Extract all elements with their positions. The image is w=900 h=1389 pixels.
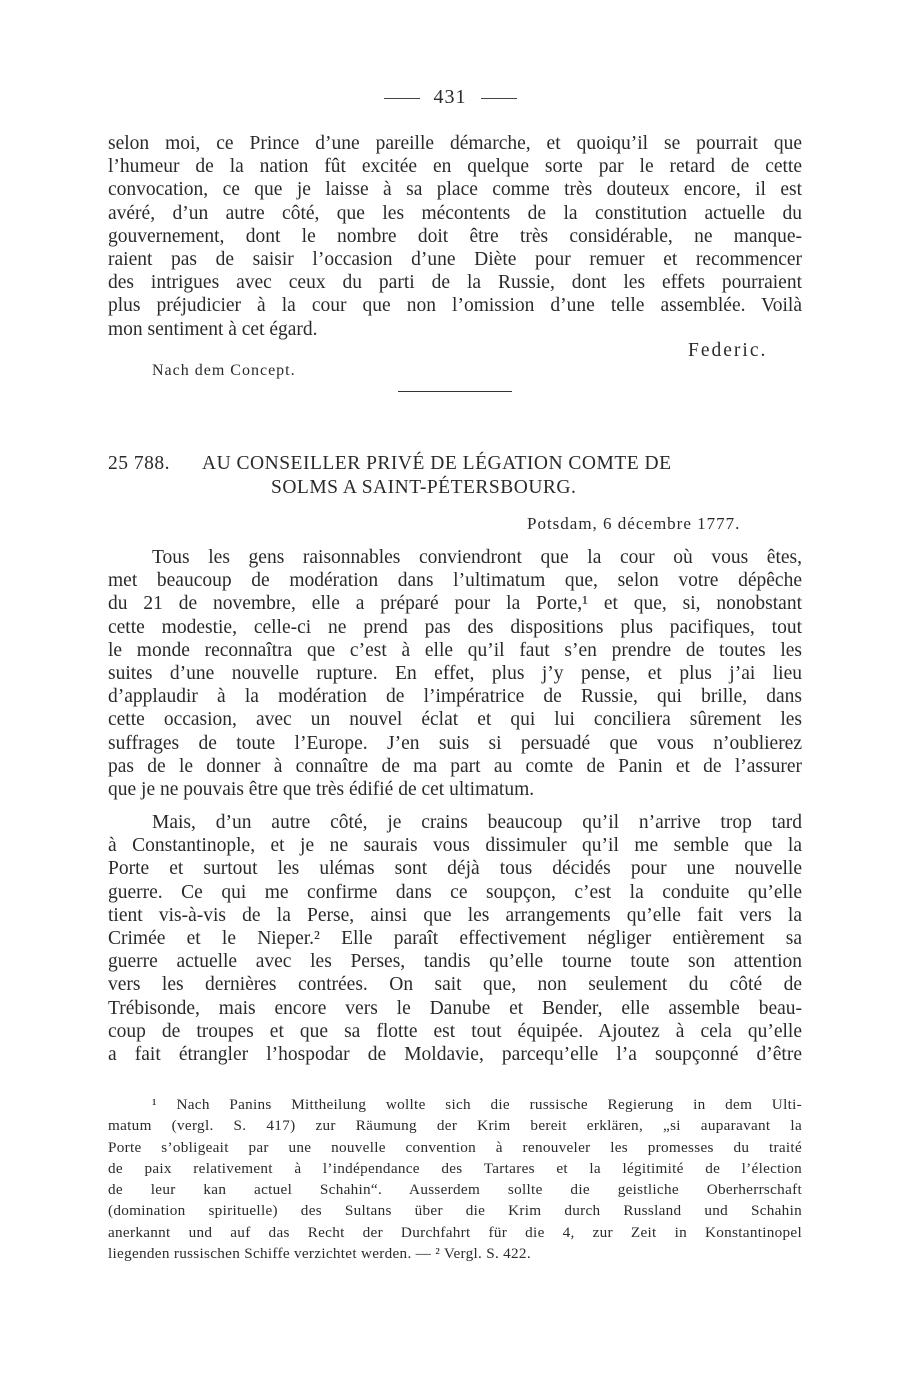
text-line: cette occasion, avec un nouvel éclat et qui lui conciliera sûrement les (108, 709, 802, 731)
text-line: que je ne pouvais être que très édifié de cet ultimatum. (108, 778, 535, 800)
text-line: l’humeur de la nation fût excitée en quelque sorte par le retard de cette (108, 156, 802, 178)
text-line: le monde reconnaîtra que c’est à elle qu’il faut s’en prendre de toutes les (108, 639, 802, 661)
text-line: selon moi, ce Prince d’une pareille démarche, et quoiqu’il se pourrait que (108, 133, 802, 154)
header-dash-left (384, 98, 420, 99)
footnote-line: anerkannt und auf das Recht der Durchfahrt für die 4, zur Zeit in Konstantinopel (108, 1223, 802, 1241)
text-line: tient vis-à-vis de la Perse, ainsi que les arrangements qu’elle fait vers la (108, 904, 802, 926)
body-paragraph-1 (108, 546, 802, 801)
text-line: cette modestie, celle-ci ne prend pas des dispositions plus pacifiques, tout (108, 616, 802, 638)
letter-title-line1: AU CONSEILLER PRIVÉ DE LÉGATION COMTE DE (202, 453, 672, 474)
text-line: coup de troupes et que sa flotte est tout équipée. Ajoutez à cela qu’elle (108, 1020, 802, 1042)
footnotes (108, 1094, 802, 1264)
text-line: met beaucoup de modération dans l’ultimatum que, selon votre dépêche (108, 570, 802, 592)
text-line: suites d’une nouvelle rupture. En effet, plus j’y pense, et plus j’ai lieu (108, 662, 802, 684)
text-line: plus préjudicier à la cour que non l’omission d’une telle assemblée. Voilà (108, 295, 802, 317)
text-line: gouvernement, dont le nombre doit être très considérable, ne manque- (108, 225, 802, 247)
page-number: 431 (433, 86, 467, 108)
text-line: raient pas de saisir l’occasion d’une Diète pour remuer et recommencer (108, 248, 802, 270)
text-line: pas de le donner à connaître de ma part au comte de Panin et de l’assurer (108, 755, 802, 777)
continuation-paragraph (108, 132, 802, 341)
text-line: mon sentiment à cet égard. (108, 318, 318, 340)
footnote-line: (domination spirituelle) des Sultans über die Krim durch Russland und Schahin (108, 1202, 802, 1220)
text-line: convocation, ce que je laisse à sa place comme très douteux encore, il est (108, 179, 802, 201)
body-paragraph-2 (108, 811, 802, 1066)
signature: Federic. (688, 340, 768, 361)
text-line: Crimée et le Nieper.² Elle paraît effectivement négliger entièrement sa (108, 927, 802, 949)
source-note: Nach dem Concept. (152, 362, 296, 379)
section-divider (398, 391, 512, 392)
text-line: Porte et surtout les ulémas sont déjà tous décidés pour une nouvelle (108, 858, 802, 880)
footnote-line: de paix relativement à l’indépendance des Tartares et la légitimité de l’élection (108, 1159, 802, 1177)
text-line: avéré, d’un autre côté, que les mécontents de la constitution actuelle du (108, 202, 802, 224)
text-line: des intrigues avec ceux du parti de la Russie, dont les effets pourraient (108, 272, 802, 294)
text-line: a fait étrangler l’hospodar de Moldavie, parcequ’elle l’a soupçonné d’être (108, 1043, 802, 1065)
text-line: Tous les gens raisonnables conviendront que la cour où vous êtes, (152, 547, 802, 568)
text-line: suffrages de toute l’Europe. J’en suis si persuadé que vous n’oublierez (108, 732, 802, 754)
text-line: à Constantinople, et je ne saurais vous dissimuler qu’il me semble que la (108, 835, 802, 857)
text-line: guerre actuelle avec les Perses, tandis qu’elle tourne toute son attention (108, 951, 802, 973)
text-line: Trébisonde, mais encore vers le Danube et Bender, elle assemble beau- (108, 997, 802, 1019)
text-line: d’applaudir à la modération de l’impératrice de Russie, qui brille, dans (108, 686, 802, 708)
running-header (0, 86, 900, 109)
letter-number: 25 788. (108, 453, 170, 474)
footnote-line: liegenden russischen Schiffe verzichtet werden. — ² Vergl. S. 422. (108, 1245, 531, 1263)
footnote-line: de leur kan actuel Schahin“. Ausserdem sollte die geistliche Oberherrschaft (108, 1181, 802, 1199)
text-line: vers les dernières contrées. On sait que, non seulement du côté de (108, 974, 802, 996)
text-line: guerre. Ce qui me confirme dans ce soupçon, c’est la conduite qu’elle (108, 881, 802, 903)
footnote-line: matum (vergl. S. 417) zur Räumung der Krim bereit erklären, „si auparavant la (108, 1117, 802, 1135)
text-line: Mais, d’un autre côté, je crains beaucoup qu’il n’arrive trop tard (152, 812, 802, 833)
footnote-line: Porte s’obligeait par une nouvelle convention à renouveler les promesses du traité (108, 1138, 802, 1156)
dateline: Potsdam, 6 décembre 1777. (527, 514, 741, 533)
header-dash-right (481, 98, 517, 99)
text-line: du 21 de novembre, elle a préparé pour la Porte,¹ et que, si, nonobstant (108, 593, 802, 615)
footnote-line: ¹ Nach Panins Mittheilung wollte sich die russische Regierung in dem Ulti- (152, 1096, 802, 1113)
letter-title-line2: SOLMS A SAINT-PÉTERSBOURG. (271, 477, 577, 498)
